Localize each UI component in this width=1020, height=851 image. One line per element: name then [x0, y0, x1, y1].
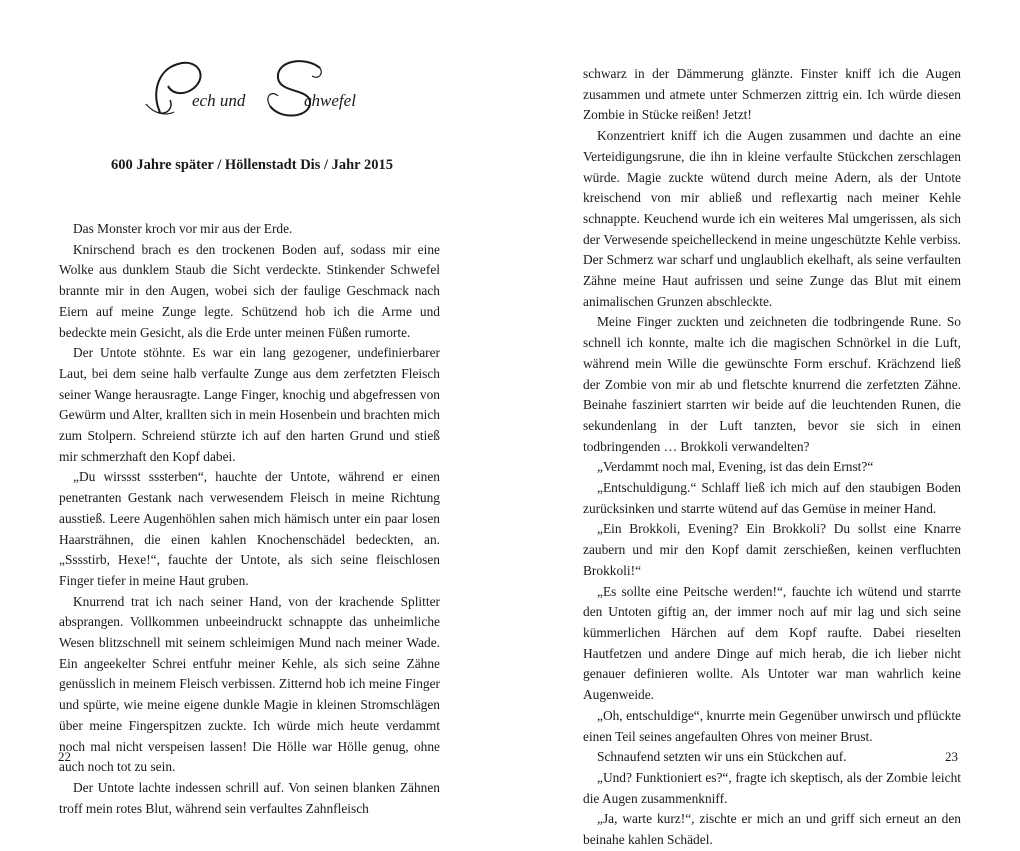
page-number-right: 23 [945, 749, 958, 764]
left-page [0, 0, 510, 816]
paragraph: „Du wirssst sssterben“, hauchte der Untote, während er einen penetranten Gestank nach verwesendem Fleisch in meine Richtung ausstieß. Leere Augenhöhlen sahen mich hämisch unter ein paar losen Haarsträhnen, die einen kahlen Knochenschädel bedeckten, an. „Sssstirb, Hexe!“, fauchte der Untote, als sich seine fleischlosen Finger tiefer in meine Haut gruben. [59, 469, 440, 588]
paragraph: „Ja, warte kurz!“, zischte er mich an und griff sich erneut an den beinahe kahlen Schädel. [583, 811, 961, 848]
paragraph: Der Untote lachte indessen schrill auf. Von seinen blanken Zähnen troff mein rotes Blut, während sein verfaultes Zahnfleisch [59, 779, 440, 816]
paragraph: „Es sollte eine Peitsche werden!“, fauchte ich wütend und starrte den Untoten giftig an, der immer noch auf mir lag und sich seine kümmerlichen Härchen auf dem Kopf raufte. Dabei rieselten Hautfetzen und andere Dinge auf mich herab, die ich lieber nicht genauer definieren wollte. Als Untoter war man wahrlich keine Augenweide. [583, 583, 961, 703]
paragraph: schwarz in der Dämmerung glänzte. Finster kniff ich die Augen zusammen und atmete unter Schmerzen zittrig ein. Ich würde diesen Zombie in Stücke reißen! Jetzt! [583, 66, 961, 123]
right-page-body [583, 64, 961, 851]
chapter-title-script [140, 56, 380, 122]
paragraph: Konzentriert kniff ich die Augen zusammen und dachte an eine Verteidigungsrune, die ihn in kleine verfaulte Stückchen zerschlagen würde. Magie zuckte wütend durch meine Adern, als der Untote kreischend von mir abließ und reflexartig nach meiner Kehle schnappte. Keuchend wurde ich ein weiteres Mal umgerissen, als sich der Verwesende speichelleckend in meine ungeschützte Kehle verbiss. Der Schmerz war scharf und unglaublich ekelhaft, als seine verfaulten Zähne meine Haut aufrissen und seine Zunge das Blut mit einem animalischen Grunzen abschleckte. [583, 128, 961, 309]
paragraph: „Oh, entschuldige“, knurrte mein Gegenüber unwirsch und pflückte einen Teil seines angefaulten Ohres von meiner Brust. [583, 707, 961, 744]
paragraph: Knurrend trat ich nach seiner Hand, von der krachende Splitter absprangen. Vollkommen unbeeindruckt schnappte das unheimliche Wesen blitzschnell mit seinem schleimigen Mund nach meiner Wade. Ein angeekelter Schrei entfuhr meiner Kehle, als sich seine Zähne genüsslich in meinem Fleisch verbissen. Zitternd hob ich meine Finger und spürte, wie meine eigene dunkle Magie in kleinen Stromschlägen über meine Fingerspitzen zuckte. Ich würde mich heute verdammt noch mal nicht verspeisen lassen! Die Hölle war Hölle genug, ohne auch noch tot zu sein. [59, 593, 440, 775]
paragraph: Der Untote stöhnte. Es war ein lang gezogener, undefinierbarer Laut, bei dem seine halb verfaulte Zunge aus dem zerfetzten Fleisch seiner Wange herausragte. Lange Finger, knochig und abgefressen von Gewürm und Alter, krallten sich in mein Hosenbein und brachten mich zum Stolpern. Schreiend stürzte ich auf den harten Grund und stieß mir schmerzhaft den Kopf dabei. [59, 345, 440, 464]
paragraph: Schnaufend setzten wir uns ein Stückchen auf. [597, 749, 847, 765]
page-number-left: 22 [58, 749, 71, 764]
paragraph: „Entschuldigung.“ Schlaff ließ ich mich auf den staubigen Boden zurücksinken und starrte wütend auf das Gemüse in meiner Hand. [583, 480, 961, 516]
paragraph: „Verdammt noch mal, Evening, ist das dein Ernst?“ [597, 459, 874, 475]
paragraph: „Ein Brokkoli, Evening? Ein Brokkoli? Du sollst eine Knarre zaubern und mir den Kopf damit zerschießen, keinen verfluchten Brokkoli!“ [583, 521, 961, 578]
left-page-body [59, 219, 440, 819]
right-page [510, 0, 1020, 848]
paragraph: „Und? Funktioniert es?“, fragte ich skeptisch, als der Zombie leicht die Augen zusammenkniff. [583, 769, 961, 806]
paragraph: Knirschend brach es den trockenen Boden auf, sodass mir eine Wolke aus dunklem Staub die Sicht verdeckte. Stinkender Schwefel brannte mir in den Augen, wobei sich der faulige Geschmack nach Eiern auf meine Zunge legte. Schützend hob ich die Arme und bedeckte mein Gesicht, als die Erde unter meinen Füßen rumorte. [59, 241, 440, 340]
chapter-title-part-2: chwefel [304, 91, 356, 110]
paragraph: Das Monster kroch vor mir aus der Erde. [73, 221, 293, 236]
paragraph: Meine Finger zuckten und zeichneten die todbringende Rune. So schnell ich konnte, malte ich die magischen Schnörkel in die Luft, während mein Wille die gewünschte Form erschuf. Krächzend ließ der Zombie von mir ab und fletschte knurrend die zerfetzten Zähne. Beinahe fasziniert starrten wir beide auf die leuchtenden Runen, die sekundenlang in der Luft tanzten, bevor sie sich in einen todbringenden … Brokkoli verwandelten? [583, 314, 961, 454]
chapter-subtitle: 600 Jahre später / Höllenstadt Dis / Jahr 2015 [111, 157, 393, 173]
chapter-title-part-1: ech und [192, 91, 246, 110]
chapter-title [140, 56, 380, 122]
